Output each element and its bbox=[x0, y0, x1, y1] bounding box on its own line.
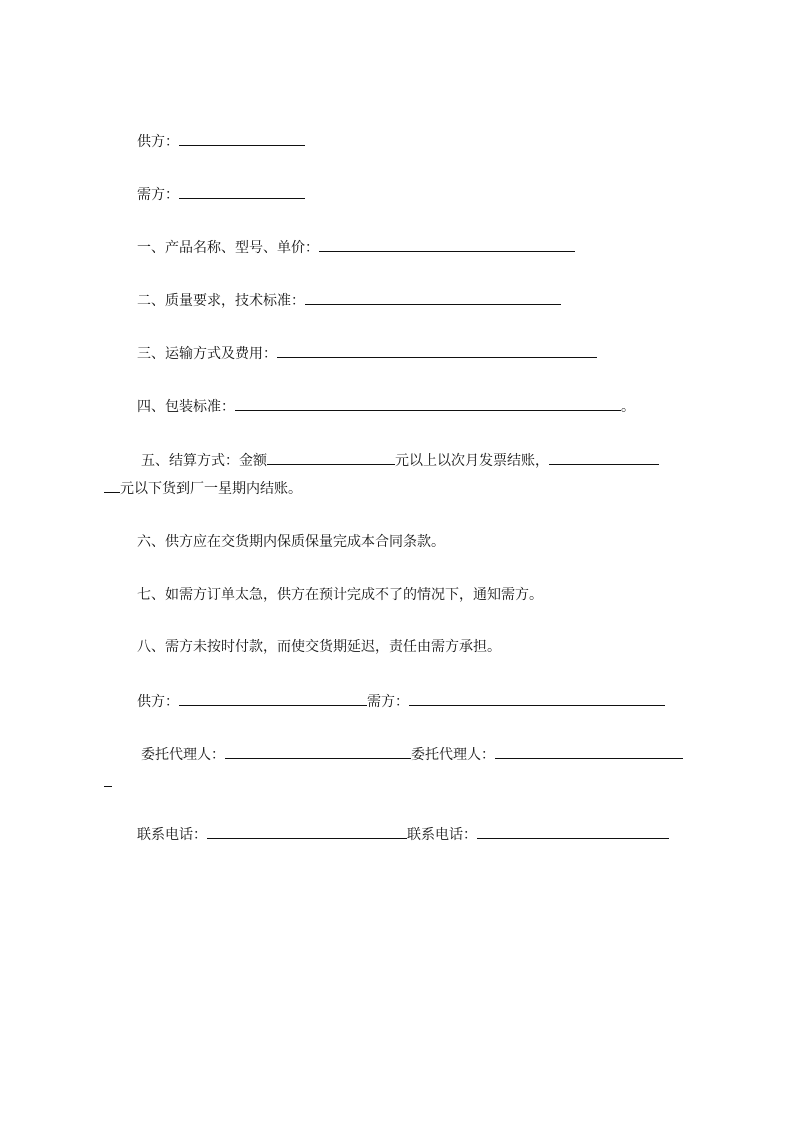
signature-agent-blank-1 bbox=[225, 744, 411, 759]
signature-agent-continuation-blank bbox=[104, 772, 112, 787]
signature-phone-blank-2 bbox=[477, 824, 669, 839]
settlement-continuation-blank bbox=[104, 478, 120, 493]
item-quality-line bbox=[137, 290, 561, 310]
signature-supplier-blank bbox=[179, 691, 367, 706]
signature-agent-label-1: 委托代理人： bbox=[141, 747, 225, 763]
clause-eight-text: 八、需方未按时付款，而使交货期延迟，责任由需方承担。 bbox=[137, 639, 501, 655]
clause-eight bbox=[137, 637, 501, 657]
settlement-middle: 元以上以次月发票结账， bbox=[395, 453, 549, 469]
signature-phone-label-1: 联系电话： bbox=[137, 827, 207, 843]
item-packing-blank bbox=[235, 396, 621, 411]
signature-agent-label-2: 委托代理人： bbox=[411, 747, 495, 763]
item-packing-line bbox=[137, 396, 635, 416]
clause-six-text: 六、供方应在交货期内保质保量完成本合同条款。 bbox=[137, 534, 445, 550]
signature-agent-line bbox=[141, 744, 683, 764]
signature-agent-continuation bbox=[104, 772, 112, 792]
signature-agent-blank-2 bbox=[495, 744, 683, 759]
signature-buyer-label: 需方： bbox=[367, 694, 409, 710]
item-product-line bbox=[137, 237, 575, 257]
signature-phone-blank-1 bbox=[207, 824, 407, 839]
settlement-amount2-blank bbox=[549, 450, 659, 465]
clause-six bbox=[137, 532, 445, 552]
settlement-continuation: 元以下货到厂一星期内结账。 bbox=[120, 481, 302, 497]
signature-buyer-blank bbox=[409, 691, 665, 706]
signature-phone-label-2: 联系电话： bbox=[407, 827, 477, 843]
item-transport-blank bbox=[277, 343, 597, 358]
settlement-amount-blank bbox=[267, 450, 395, 465]
signature-phone-line bbox=[137, 824, 669, 844]
settlement-line bbox=[141, 450, 659, 470]
item-packing-label: 四、包装标准： bbox=[137, 399, 235, 415]
item-product-label: 一、产品名称、型号、单价： bbox=[137, 240, 319, 256]
item-quality-blank bbox=[305, 290, 561, 305]
settlement-continuation-line bbox=[104, 478, 302, 498]
item-packing-suffix: 。 bbox=[621, 399, 635, 415]
item-transport-label: 三、运输方式及费用： bbox=[137, 346, 277, 362]
settlement-prefix: 五、结算方式：金额 bbox=[141, 453, 267, 469]
item-product-blank bbox=[319, 237, 575, 252]
item-transport-line bbox=[137, 343, 597, 363]
buyer-line bbox=[137, 184, 305, 204]
signature-supplier-label: 供方： bbox=[137, 694, 179, 710]
signature-parties-line bbox=[137, 691, 665, 711]
supplier-label: 供方： bbox=[137, 134, 179, 150]
supplier-blank bbox=[179, 131, 305, 146]
clause-seven bbox=[137, 585, 543, 605]
item-quality-label: 二、质量要求，技术标准： bbox=[137, 293, 305, 309]
clause-seven-text: 七、如需方订单太急，供方在预计完成不了的情况下，通知需方。 bbox=[137, 587, 543, 603]
supplier-line bbox=[137, 131, 305, 151]
buyer-label: 需方： bbox=[137, 187, 179, 203]
buyer-blank bbox=[179, 184, 305, 199]
